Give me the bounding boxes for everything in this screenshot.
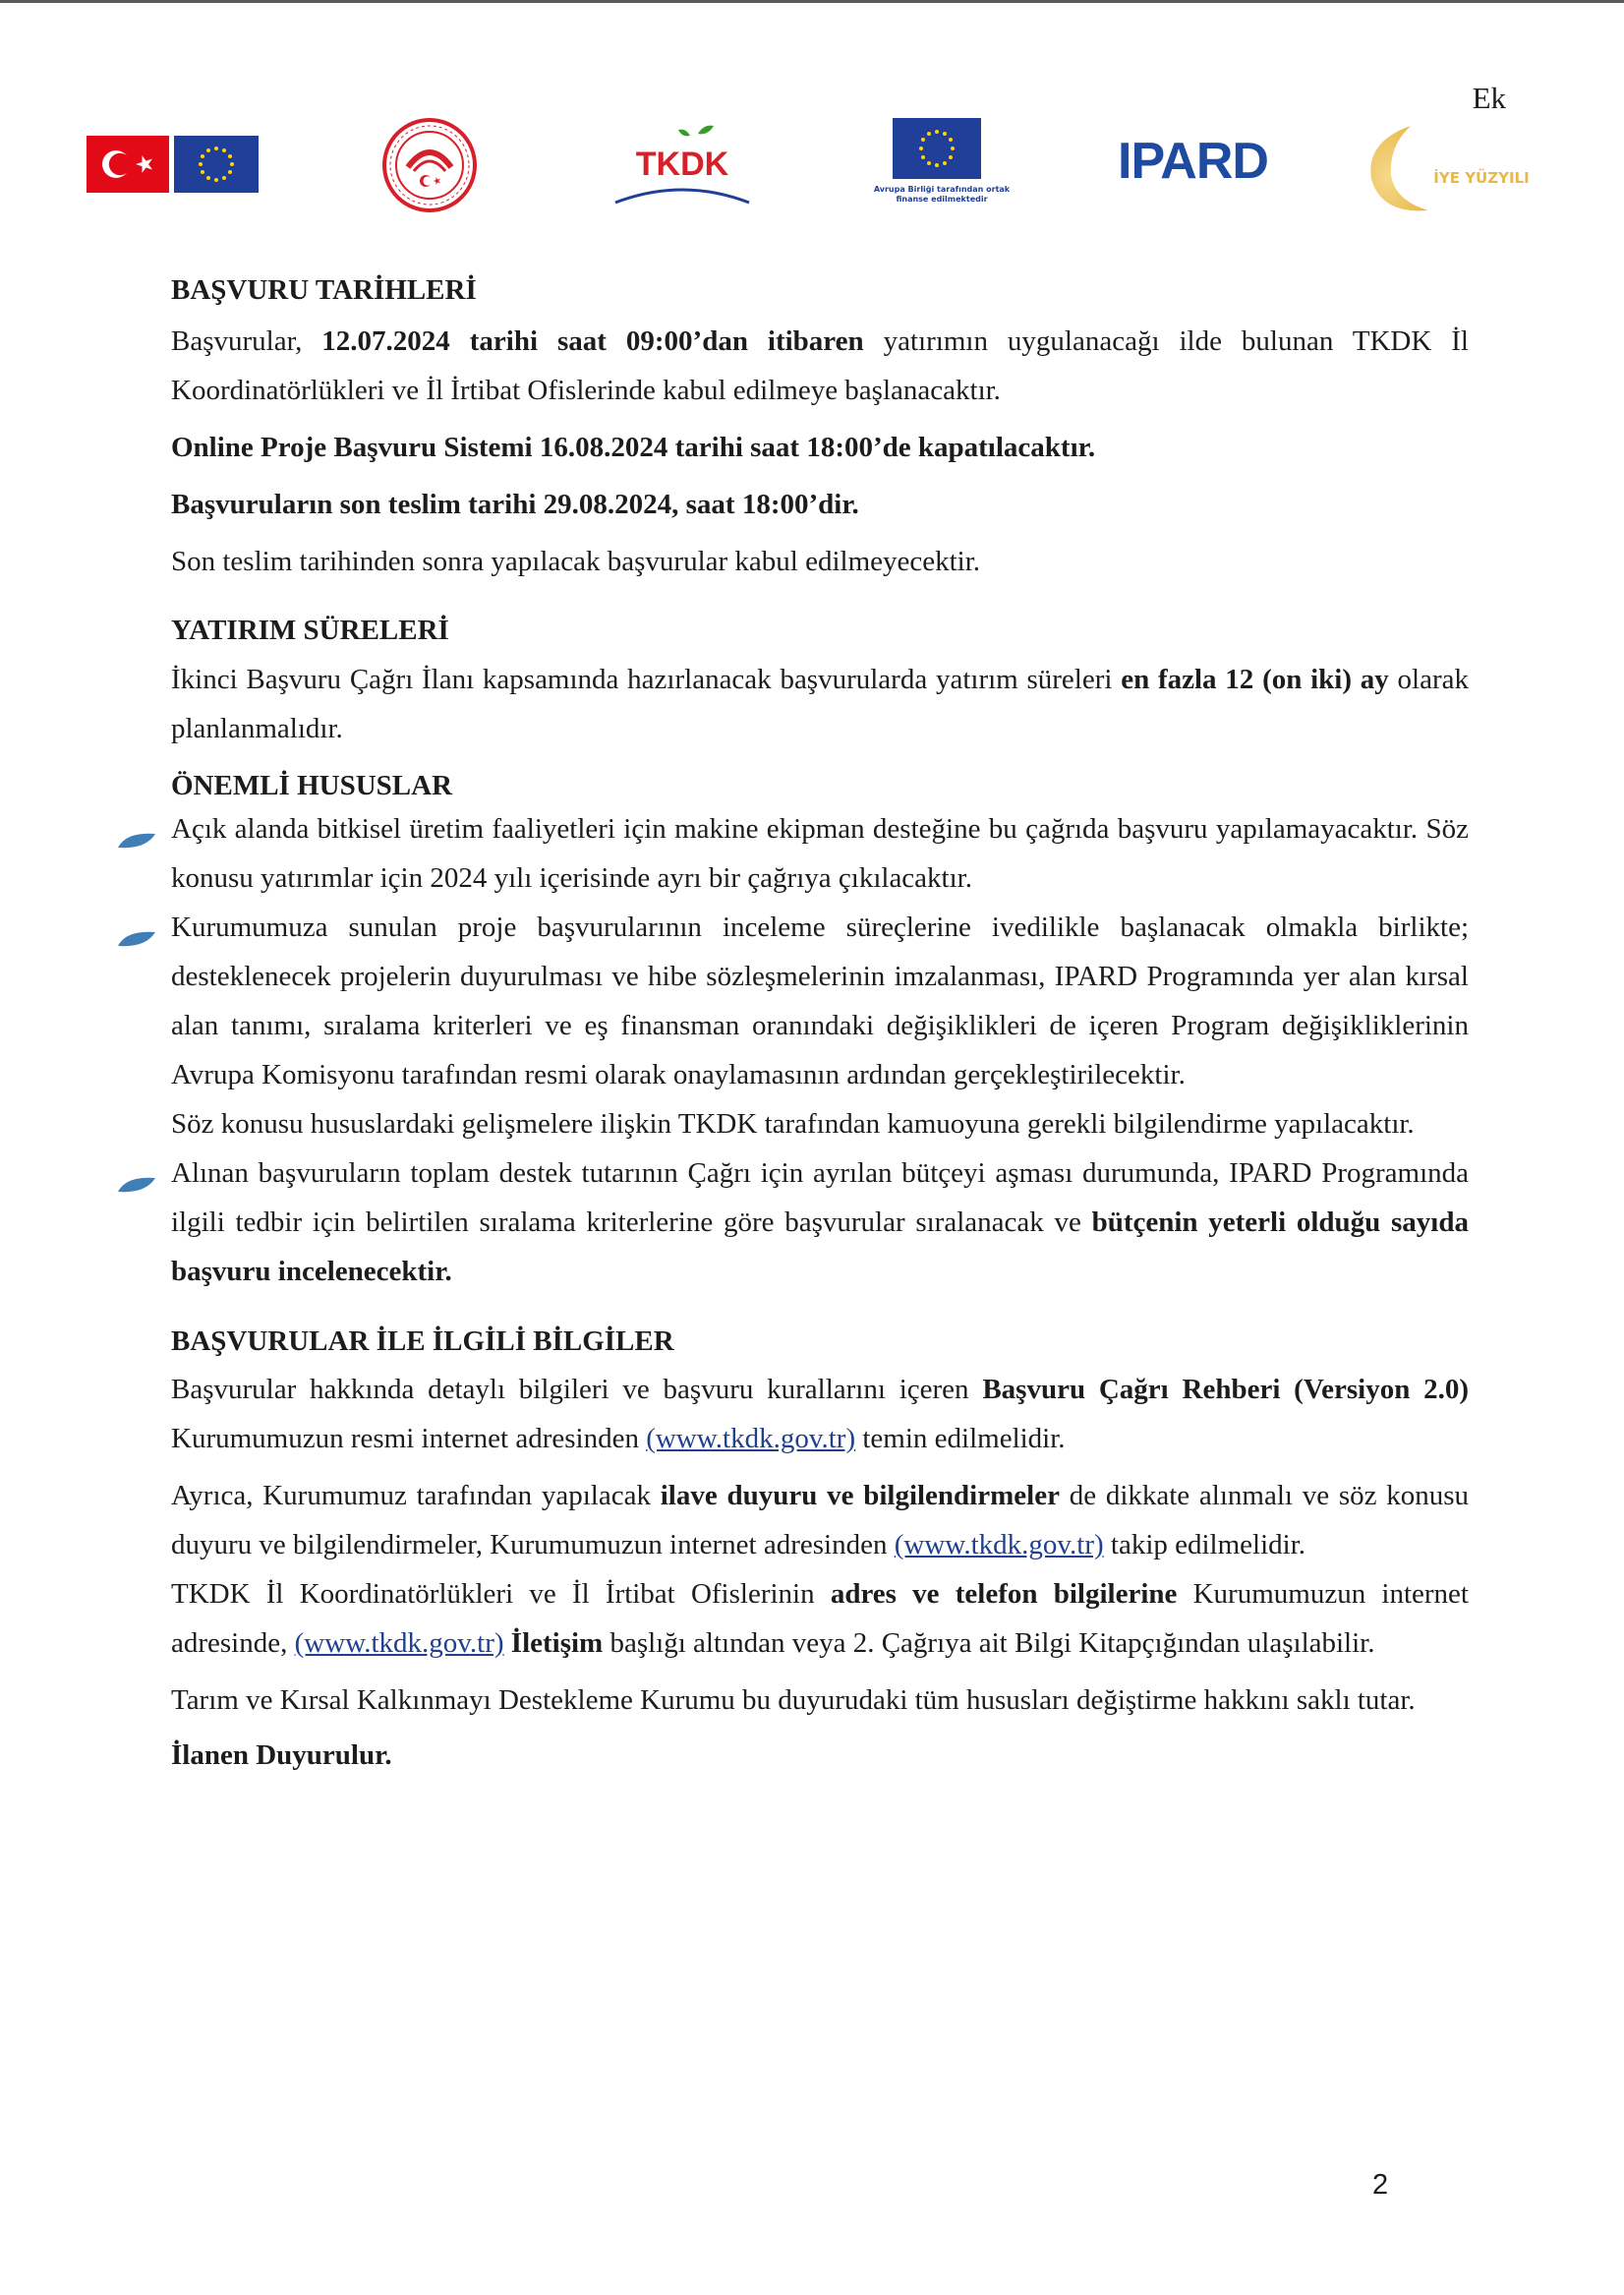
text-span: Kurumumuzun resmi internet adresinden [171, 1423, 647, 1454]
dates-paragraph-2: Online Proje Başvuru Sistemi 16.08.2024 tarihi saat 18:00’de kapatılacaktır. [171, 432, 1096, 463]
important-bullet-1 [171, 804, 1469, 903]
text-span: başlığı altından veya 2. Çağrıya ait Bilgi Kitapçığından ulaşılabilir. [603, 1627, 1375, 1659]
page-number: 2 [1372, 2169, 1389, 2201]
text-span: Açık alanda bitkisel üretim faaliyetleri için makine ekipman desteğine bu çağrıda başvuru yapılamayacaktır. Söz konusu yatırımlar için 2024 yılı içerisinde ayrı bir çağrıya çıkılacaktır. [171, 813, 1469, 894]
eu-stars [174, 136, 259, 193]
text-span: TKDK İl Koordinatörlükleri ve İl İrtibat Ofislerinin [171, 1578, 831, 1610]
century-logo-text: İYE YÜZYILI [1433, 169, 1530, 187]
section-heading-durations: YATIRIM SÜRELERİ [171, 615, 449, 646]
eu-cofinance-logo [863, 118, 1020, 216]
eu-flag-icon [893, 118, 981, 179]
text-span: olarak planlanmalıdır. [171, 664, 1469, 744]
ipard-logo: IPARD [1118, 133, 1268, 190]
text-span: takip edilmelidir. [1103, 1529, 1306, 1560]
info-paragraph-3 [171, 1569, 1469, 1668]
text-span: Başvurular hakkında detaylı bilgileri ve başvuru kurallarını içeren [171, 1374, 983, 1405]
text-span: de dikkate alınmalı ve söz konusu duyuru ve bilgilendirmeler, Kurumumuzun internet adresinden [171, 1480, 1470, 1560]
text-span: Alınan başvuruların toplam destek tutarının Çağrı için ayrılan bütçeyi aşması durumunda, IPARD Programında ilgili tedbir için belirtilen sıralama kriterlerine göre başvurular sıralanacak ve [171, 1157, 1469, 1238]
durations-paragraph [171, 655, 1469, 753]
important-bullet-3 [171, 1148, 1469, 1296]
tkdk-website-link[interactable]: (www.tkdk.gov.tr) [894, 1529, 1104, 1560]
tkdk-logo-graphic [608, 122, 755, 210]
info-paragraph-4: Tarım ve Kırsal Kalkınmayı Destekleme Kurumu bu duyurudaki tüm hususları değiştirme hakkını saklı tutar. [171, 1684, 1416, 1716]
annex-label: Ek [1472, 81, 1506, 115]
text-span [504, 1627, 511, 1659]
bold-span: İletişim [510, 1627, 604, 1659]
bold-span: adres ve telefon bilgilerine [830, 1578, 1178, 1610]
text-span: Başvurular, [171, 325, 322, 357]
bold-span: 12.07.2024 tarihi saat 09:00’dan itibaren [321, 325, 864, 357]
eu-flag-icon [174, 136, 259, 193]
announcement-body [171, 265, 1469, 1780]
text-span: Kurumumuza sunulan proje başvurularının inceleme süreçlerine ivedilikle başlanacak olmakla birlikte; desteklenecek projelerin duyurulması ve hibe sözleşmelerinin imzalanması, IPARD Programında yer alan kırsal alan tanımı, sıralama kriterleri ve eş finansman oranındaki değişiklikleri de içeren Program değişikliklerinin Avrupa Komisyonu tarafından resmi olarak onaylamasının ardından gerçekleştirilecektir. [171, 912, 1469, 1090]
text-span: temin edilmelidir. [855, 1423, 1066, 1454]
dates-paragraph-3: Başvuruların son teslim tarihi 29.08.2024, saat 18:00’dir. [171, 489, 859, 520]
ministry-seal-icon [380, 116, 479, 214]
eu-caption: Avrupa Birliği tarafından ortak finanse edilmektedir [873, 185, 1011, 204]
dates-paragraph-1 [171, 317, 1469, 415]
text-span: Ayrıca, Kurumumuz tarafından yapılacak [171, 1480, 661, 1511]
century-logo [1360, 120, 1537, 218]
important-bullet-2 [171, 903, 1469, 1099]
bold-span: en fazla 12 (on iki) ay [1121, 664, 1389, 695]
section-heading-dates: BAŞVURU TARİHLERİ [171, 274, 477, 306]
tkdk-website-link[interactable]: (www.tkdk.gov.tr) [294, 1627, 504, 1659]
section-heading-important: ÖNEMLİ HUSUSLAR [171, 770, 453, 801]
info-paragraph-1 [171, 1365, 1469, 1463]
dates-paragraph-4: Son teslim tarihinden sonra yapılacak başvurular kabul edilmeyecektir. [171, 546, 981, 577]
text-span: yatırımın uygulanacağı ilde bulunan TKDK İl Koordinatörlükleri ve İl İrtibat Ofislerinde kabul edilmeye başlanacaktır. [171, 325, 1469, 406]
bold-span: Başvuru Çağrı Rehberi (Versiyon 2.0) [982, 1374, 1470, 1405]
text-span: İkinci Başvuru Çağrı İlanı kapsamında hazırlanacak başvurularda yatırım süreleri [171, 664, 1122, 695]
important-bullet-2-continuation: Söz konusu hususlardaki gelişmelere ilişkin TKDK tarafından kamuoyuna gerekli bilgilendirme yapılacaktır. [171, 1108, 1415, 1140]
scan-edge [0, 0, 1624, 3]
text-span: Kurumumuzun internet adresinde, [171, 1578, 1469, 1659]
turkish-flag-icon [87, 136, 169, 193]
bold-span: bütçenin yeterli olduğu sayıda başvuru incelenecektir. [171, 1206, 1469, 1287]
section-heading-info: BAŞVURULAR İLE İLGİLİ BİLGİLER [171, 1325, 674, 1357]
bold-span: ilave duyuru ve bilgilendirmeler [660, 1480, 1060, 1511]
tkdk-logo-text: TKDK [635, 146, 729, 183]
bullet-leaf-icon [116, 818, 157, 840]
closing-line: İlanen Duyurulur. [171, 1739, 392, 1771]
tkdk-website-link[interactable]: (www.tkdk.gov.tr) [646, 1423, 856, 1454]
bullet-leaf-icon [116, 916, 157, 938]
century-logo-graphic [1360, 120, 1537, 218]
logo-strip [0, 116, 1624, 224]
tkdk-logo [608, 122, 755, 210]
info-paragraph-2 [171, 1471, 1469, 1569]
bullet-leaf-icon [116, 1162, 157, 1184]
